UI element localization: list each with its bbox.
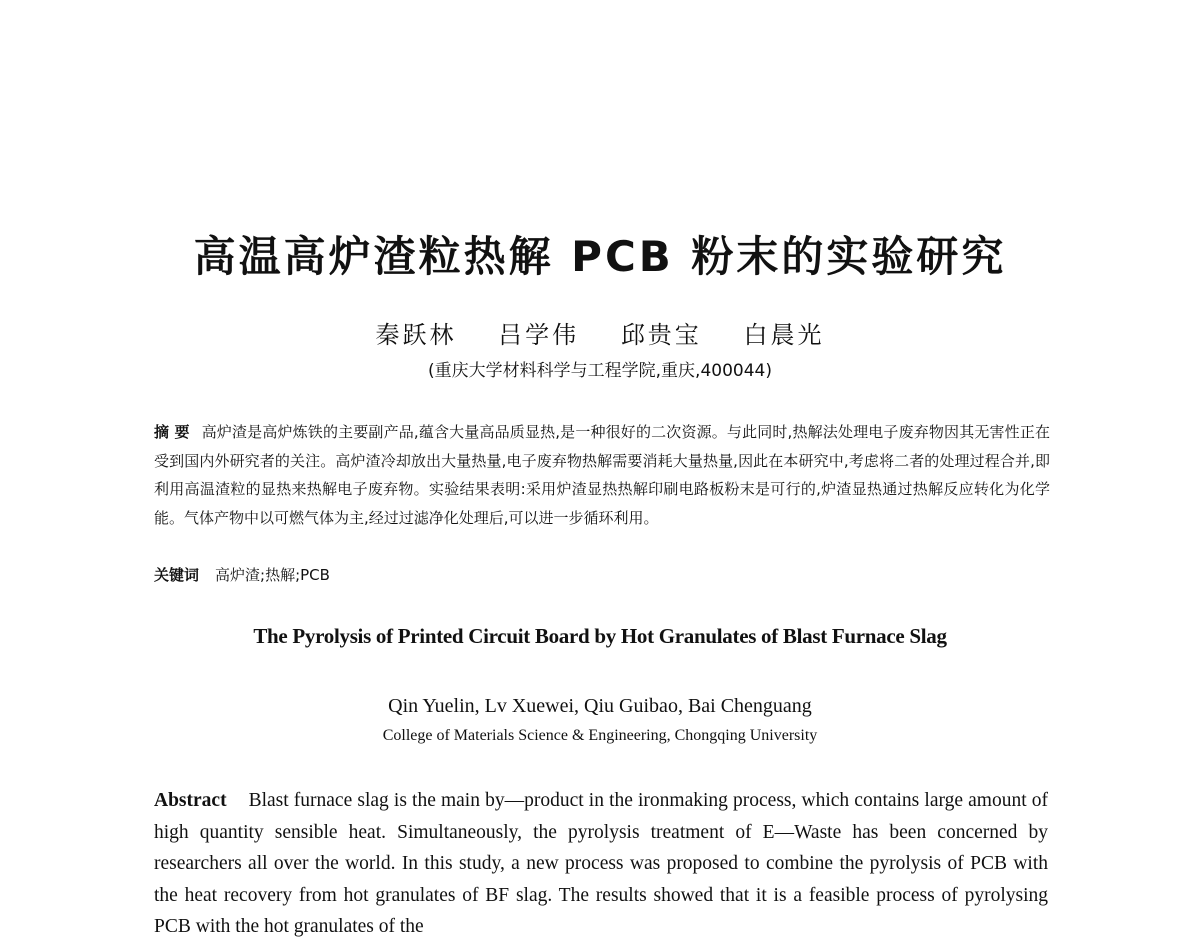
english-abstract-label: Abstract (154, 790, 227, 811)
chinese-affiliation: (重庆大学材料科学与工程学院,重庆,400044) (428, 361, 772, 381)
english-abstract (154, 785, 1048, 943)
chinese-keywords-text: 高炉渣;热解;PCB (215, 566, 330, 584)
chinese-title: 高温高炉渣粒热解 PCB 粉末的实验研究 (193, 232, 1007, 281)
chinese-author: 白晨光 (743, 321, 825, 349)
chinese-abstract-label: 摘 要 (154, 423, 190, 441)
chinese-keywords-label: 关键词 (154, 566, 200, 584)
chinese-abstract-text: 高炉渣是高炉炼铁的主要副产品,蕴含大量高品质显热,是一种很好的二次资源。与此同时,热解法处理电子废弃物因其无害性正在受到国内外研究者的关注。高炉渣冷却放出大量热量,电子废弃物热解需要消耗大量热量,因此在本研究中,考虑将二者的处理过程合并,即利用高温渣粒的显热来热解电子废弃物。实验结果表明:采用炉渣显热热解印刷电路板粉末是可行的,炉渣显热通过热解反应转化为化学能。气体产物中以可燃气体为主,经过过滤净化处理后,可以进一步循环利用。 (154, 423, 1050, 527)
chinese-author: 秦跃林 (375, 321, 457, 349)
english-affiliation: College of Materials Science & Engineering, Chongqing University (382, 727, 818, 744)
chinese-author: 邱贵宝 (620, 321, 702, 349)
english-authors: Qin Yuelin, Lv Xuewei, Qiu Guibao, Bai Chenguang (388, 695, 812, 717)
chinese-keywords (154, 561, 330, 589)
chinese-author: 吕学伟 (498, 321, 580, 349)
english-title: The Pyrolysis of Printed Circuit Board by Hot Granulates of Blast Furnace Slag (253, 624, 947, 648)
english-abstract-text: Blast furnace slag is the main by—product in the ironmaking process, which contains large amount of high quantity sensible heat. Simultaneously, the pyrolysis treatment of E—Waste has been concerned by researchers all over the world. In this study, a new process was proposed to combine the pyrolysis of PCB with the heat recovery from hot granulates of BF slag. The results showed that it is a feasible process of pyrolysing PCB with the hot granulates of the (154, 790, 1048, 937)
chinese-abstract (154, 418, 1050, 532)
chinese-authors (0, 315, 1200, 350)
